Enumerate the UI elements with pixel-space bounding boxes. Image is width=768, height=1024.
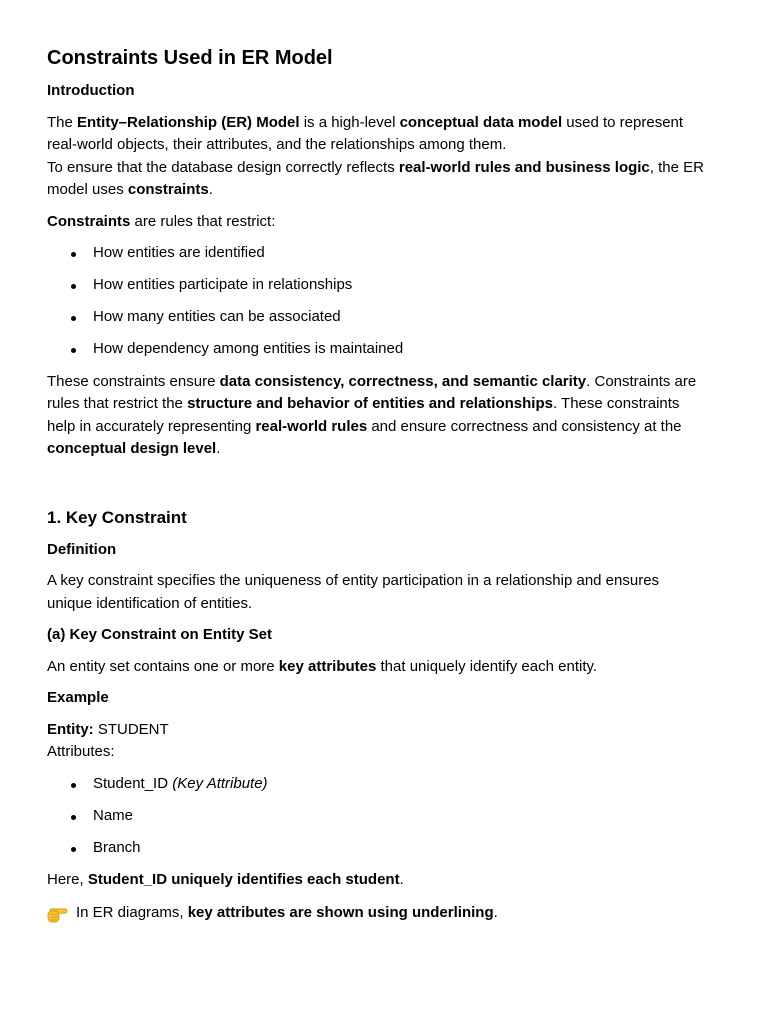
note-paragraph [47,902,708,925]
intro-paragraph-3: These constraints ensure data consistency, correctness, and semantic clarity. Constraints are rules that restrict the structure and behavior of entities and relationships. These constraints help in accurately representing real-world rules and ensure correctness and consistency at the conceptual design level. [47,372,697,457]
page-title: Constraints Used in ER Model [47,47,333,69]
restrict-list [47,242,708,361]
list-item: How dependency among entities is maintained [47,338,708,361]
definition-heading: Definition [47,540,117,558]
intro-heading: Introduction [47,82,135,99]
pointing-hand-icon [47,903,69,923]
list-item: Branch [47,837,708,860]
list-item: How entities participate in relationships [47,274,708,297]
entity-paragraph [47,719,708,764]
subsection-a-text: An entity set contains one or more key attributes that uniquely identify each entity. [47,657,598,675]
list-item: Student_ID (Key Attribute) [47,773,708,796]
intro-paragraph-1: The Entity–Relationship (ER) Model is a high-level conceptual data model used to represent real-world objects, their attributes, and the relationships among them. To ensure that the database design correctly reflects real-world rules and business logic, the ER model uses constraints. [47,113,704,198]
list-item: Name [47,805,708,828]
example-heading: Example [47,689,109,706]
entity-value: STUDENT [93,720,169,738]
intro-paragraph-2: Constraints are rules that restrict: [47,212,276,230]
entity-label: Entity: [47,720,94,738]
here-paragraph: Here, Student_ID uniquely identifies each student. [47,871,404,888]
list-item: How entities are identified [47,242,708,265]
list-item: How many entities can be associated [47,306,708,329]
note-text: In ER diagrams, key attributes are shown using underlining. [76,903,498,921]
section-heading-key-constraint: 1. Key Constraint [47,507,187,527]
attributes-label: Attributes: [47,743,115,760]
subsection-heading-a: (a) Key Constraint on Entity Set [47,626,273,643]
definition-text: A key constraint specifies the uniqueness of entity participation in a relationship and ensures unique identification of entities. [47,572,660,612]
attributes-list [47,773,708,860]
